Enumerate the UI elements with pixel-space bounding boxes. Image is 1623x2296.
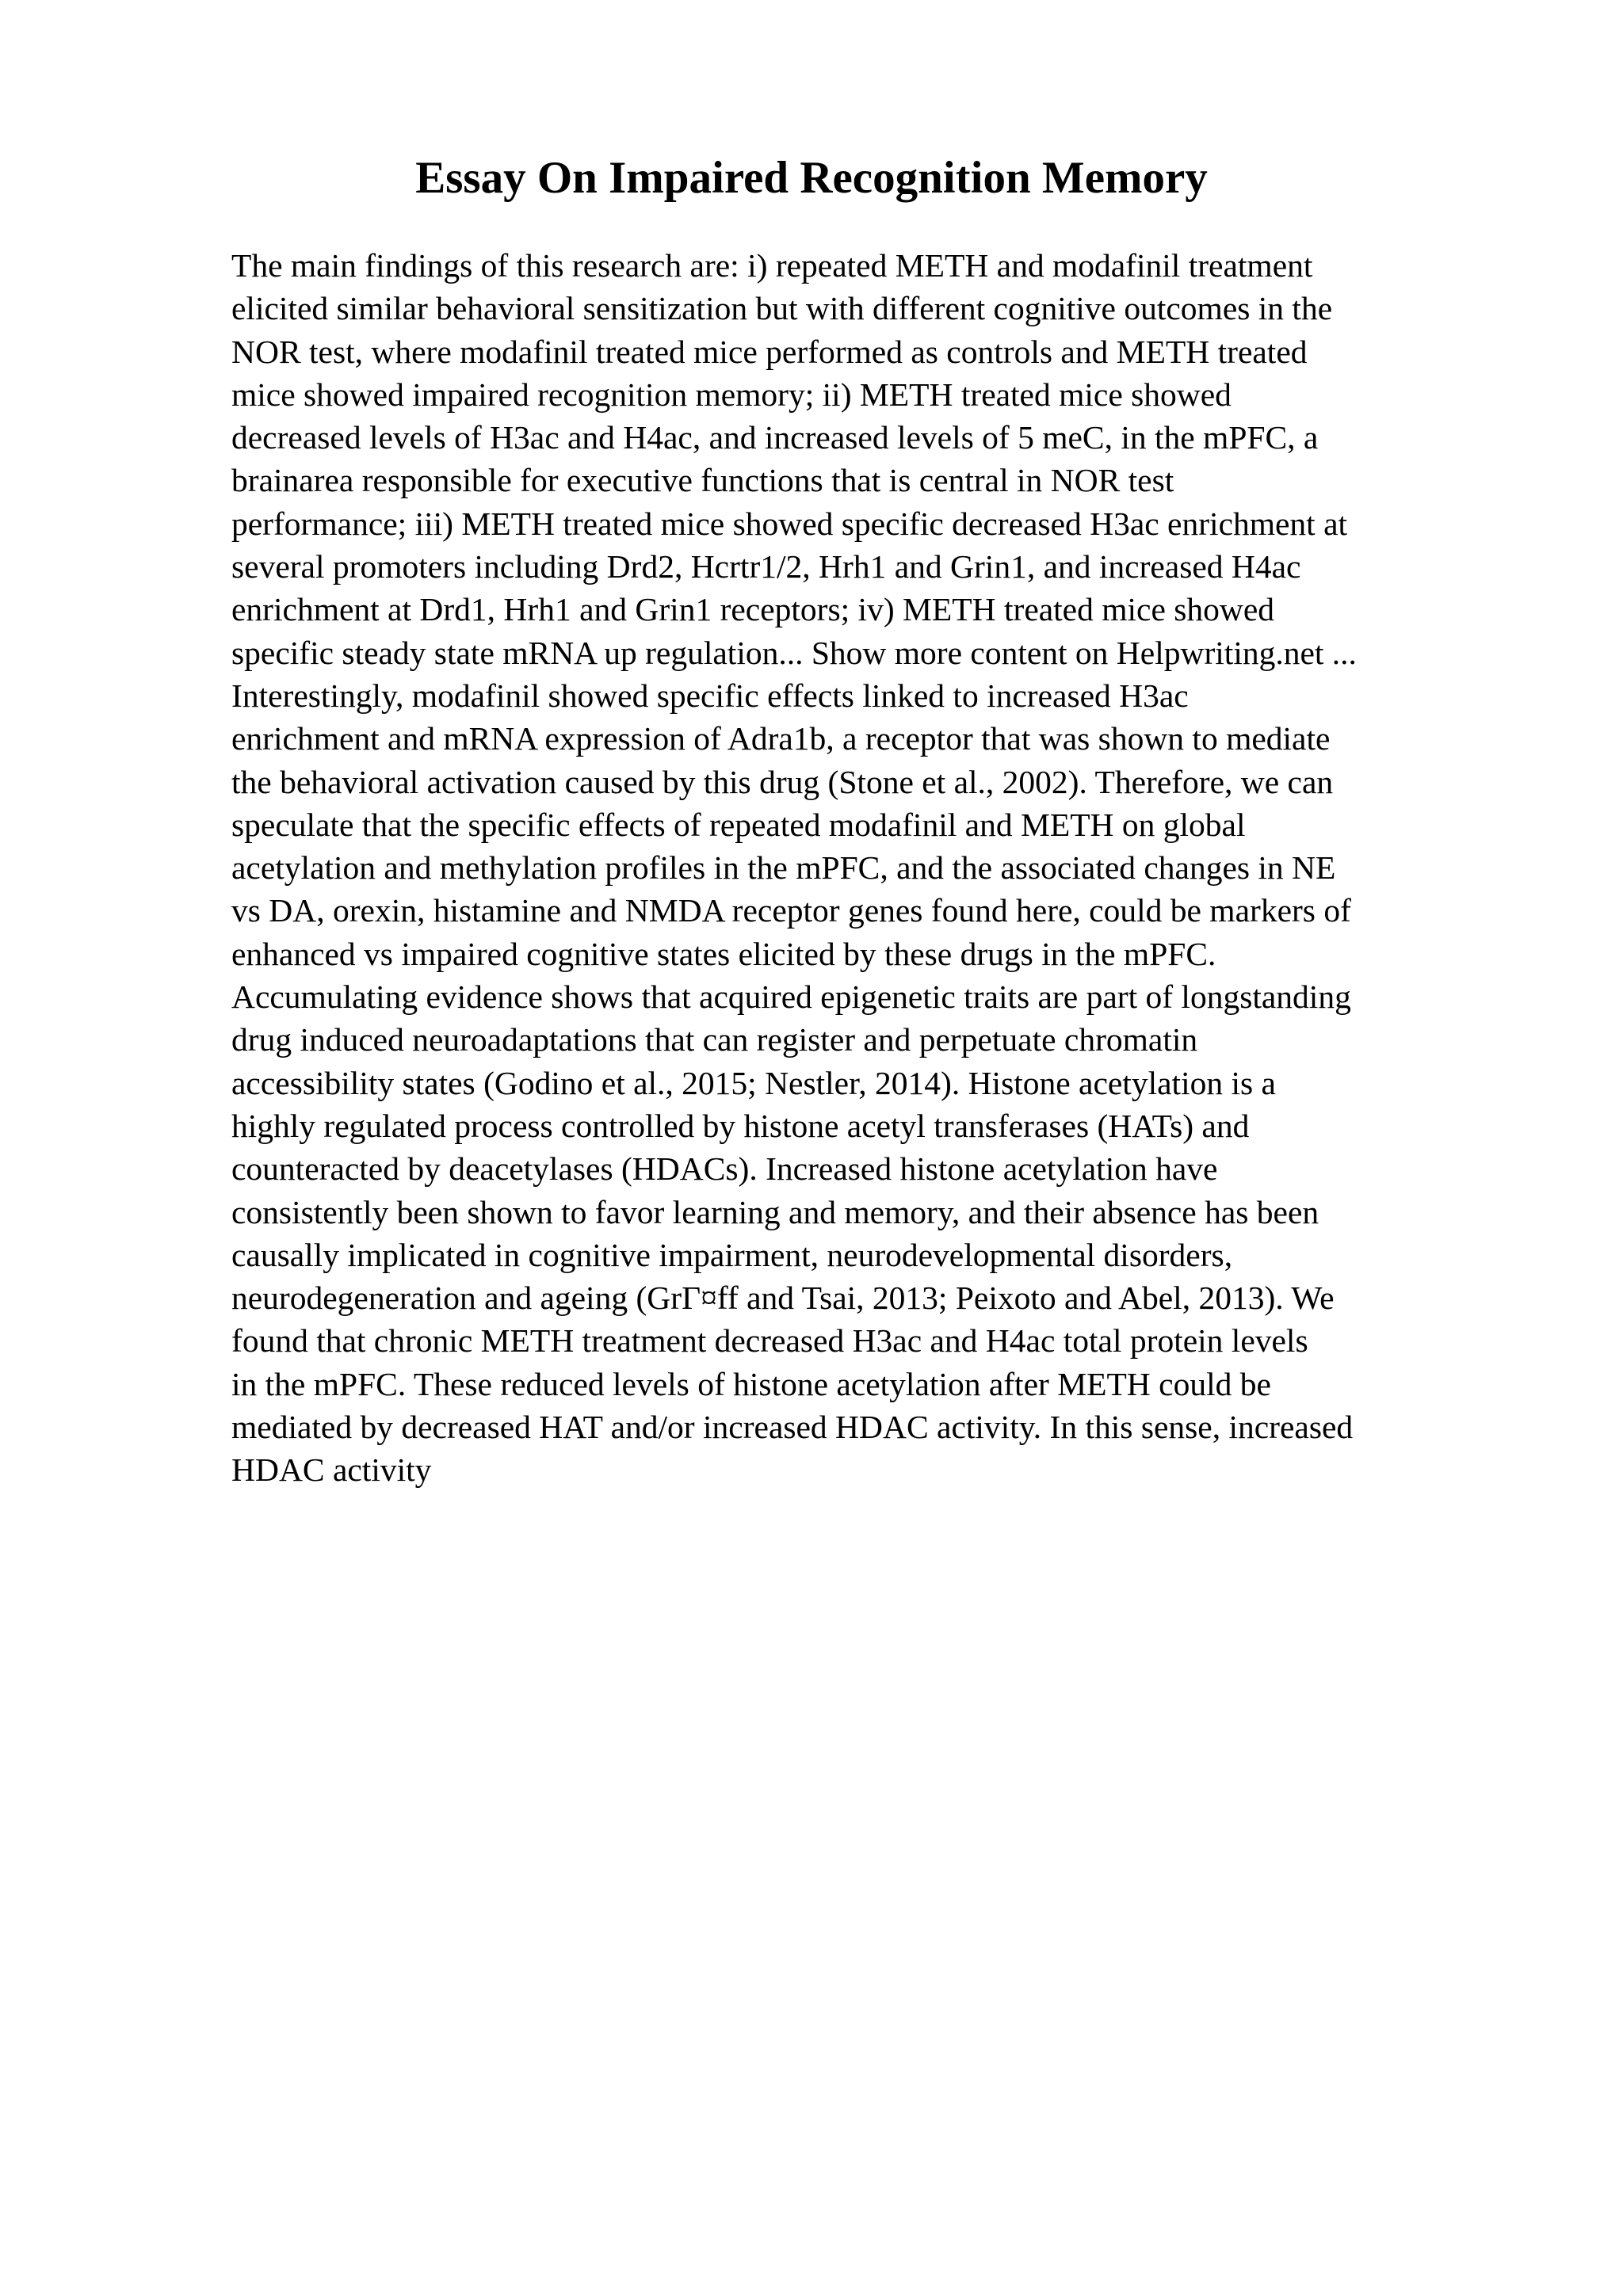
body-line: enrichment at Drd1, Hrh1 and Grin1 receptors; iv) METH treated mice showed	[231, 591, 1275, 628]
body-line: acetylation and methylation profiles in the mPFC, and the associated changes in NE	[231, 849, 1336, 887]
body-line: drug induced neuroadaptations that can register and perpetuate chromatin	[231, 1021, 1198, 1058]
body-line: enrichment and mRNA expression of Adra1b, a receptor that was shown to mediate	[231, 720, 1331, 757]
body-line: counteracted by deacetylases (HDACs). Increased histone acetylation have	[231, 1150, 1218, 1188]
body-line: specific steady state mRNA up regulation... Show more content on Helpwriting.net ...	[231, 634, 1357, 671]
body-line: highly regulated process controlled by histone acetyl transferases (HATs) and	[231, 1107, 1250, 1144]
body-line: neurodegeneration and ageing (GrГ¤ff and Tsai, 2013; Peixoto and Abel, 2013). We	[231, 1280, 1335, 1317]
body-line: mediated by decreased HAT and/or increased HDAC activity. In this sense, increased	[231, 1409, 1354, 1446]
essay-title: Essay On Impaired Recognition Memory	[415, 153, 1208, 203]
body-line: the behavioral activation caused by this drug (Stone et al., 2002). Therefore, we can	[231, 763, 1334, 800]
body-line: decreased levels of H3ac and H4ac, and increased levels of 5 meC, in the mPFC, a	[231, 419, 1319, 456]
body-line: accessibility states (Godino et al., 2015; Nestler, 2014). Histone acetylation is a	[231, 1064, 1276, 1101]
body-line: consistently been shown to favor learning and memory, and their absence has been	[231, 1193, 1319, 1230]
body-line: NOR test, where modafinil treated mice performed as controls and METH treated	[231, 333, 1308, 370]
body-line: speculate that the specific effects of repeated modafinil and METH on global	[231, 806, 1246, 843]
body-line: Interestingly, modafinil showed specific effects linked to increased H3ac	[231, 677, 1189, 714]
body-line: performance; iii) METH treated mice showed specific decreased H3ac enrichment at	[231, 505, 1348, 542]
body-line: brainarea responsible for executive functions that is central in NOR test	[231, 462, 1174, 499]
body-line: Accumulating evidence shows that acquired epigenetic traits are part of longstanding	[231, 978, 1351, 1016]
body-line: causally implicated in cognitive impairment, neurodevelopmental disorders,	[231, 1236, 1233, 1273]
body-line: The main findings of this research are: i) repeated METH and modafinil treatment	[231, 247, 1313, 284]
body-line: enhanced vs impaired cognitive states elicited by these drugs in the mPFC.	[231, 935, 1216, 972]
essay-body	[231, 244, 1531, 1492]
body-line: in the mPFC. These reduced levels of histone acetylation after METH could be	[231, 1365, 1271, 1402]
body-line: mice showed impaired recognition memory; ii) METH treated mice showed	[231, 376, 1232, 413]
body-line: several promoters including Drd2, Hcrtr1/2, Hrh1 and Grin1, and increased H4ac	[231, 548, 1301, 585]
body-line: HDAC activity	[231, 1451, 432, 1489]
body-line: elicited similar behavioral sensitization but with different cognitive outcomes in the	[231, 290, 1333, 327]
body-line: vs DA, orexin, histamine and NMDA receptor genes found here, could be markers of	[231, 892, 1351, 929]
body-line: found that chronic METH treatment decreased H3ac and H4ac total protein levels	[231, 1322, 1308, 1360]
